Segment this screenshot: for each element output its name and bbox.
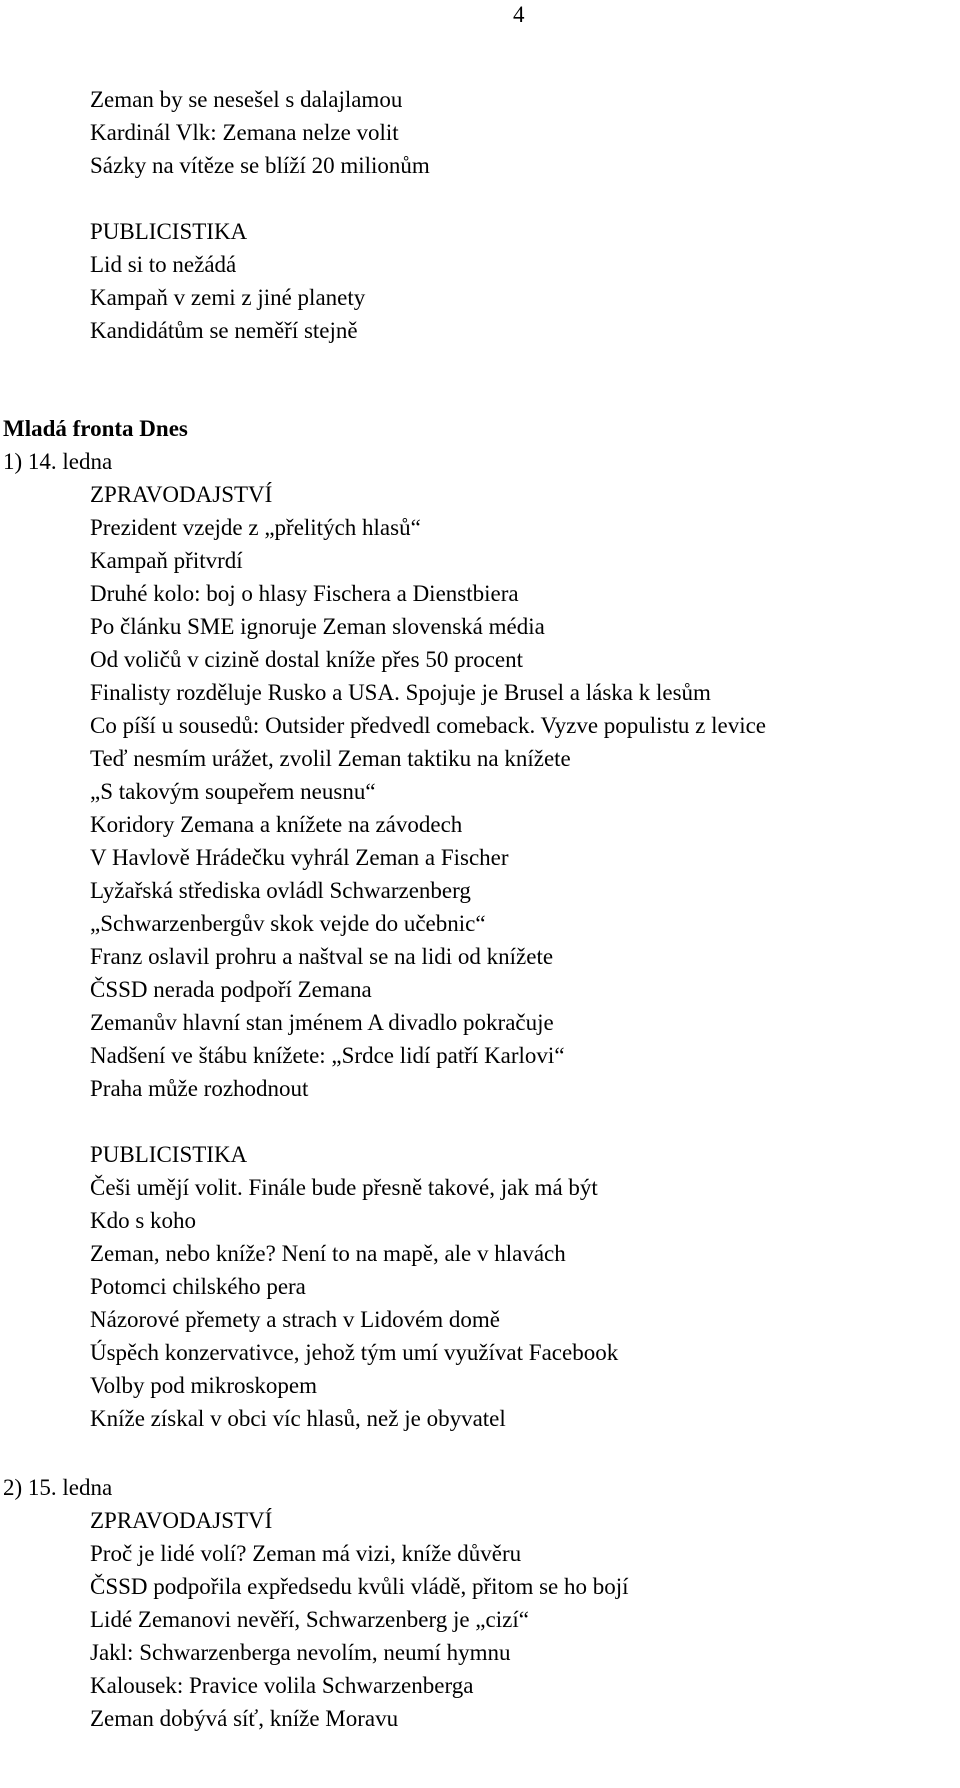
headline: Lidé Zemanovi nevěří, Schwarzenberg je „cizí“: [90, 1607, 529, 1632]
headline: Co píší u sousedů: Outsider předvedl comeback. Vyzve populistu z levice: [90, 713, 767, 738]
headline: Od voličů v cizině dostal kníže přes 50 procent: [90, 647, 524, 672]
headline: Kardinál Vlk: Zemana nelze volit: [90, 120, 399, 145]
headline: Lid si to nežádá: [90, 252, 237, 277]
headline: V Havlově Hrádečku vyhrál Zeman a Fischer: [90, 845, 509, 870]
headline: Zeman, nebo kníže? Není to na mapě, ale v hlavách: [90, 1241, 566, 1266]
headline: Zeman by se nesešel s dalajlamou: [90, 87, 403, 112]
headline: ČSSD nerada podpoří Zemana: [90, 977, 372, 1002]
headline: Kníže získal v obci víc hlasů, než je obyvatel: [90, 1406, 506, 1431]
headline: Kdo s koho: [90, 1208, 197, 1233]
headline: Zemanův hlavní stan jménem A divadlo pokračuje: [90, 1010, 554, 1035]
headline: „Schwarzenbergův skok vejde do učebnic“: [90, 911, 486, 936]
headline: Po článku SME ignoruje Zeman slovenská média: [90, 614, 545, 639]
headline: „S takovým soupeřem neusnu“: [90, 779, 376, 804]
headline: Kalousek: Pravice volila Schwarzenberga: [90, 1673, 474, 1698]
section-label-zpravodajstvi: ZPRAVODAJSTVÍ: [90, 1508, 273, 1533]
headline: Praha může rozhodnout: [90, 1076, 309, 1101]
headline: Kampaň přitvrdí: [90, 548, 243, 573]
headline: Kampaň v zemi z jiné planety: [90, 285, 366, 310]
headline: Volby pod mikroskopem: [90, 1373, 318, 1398]
headline: Druhé kolo: boj o hlasy Fischera a Dienstbiera: [90, 581, 519, 606]
issue-date: 1) 14. ledna: [3, 449, 113, 474]
section-label-publicistika: PUBLICISTIKA: [90, 219, 248, 244]
headline: Kandidátům se neměří stejně: [90, 318, 358, 343]
headline: Prezident vzejde z „přelitých hlasů“: [90, 515, 421, 540]
headline: Nadšení ve štábu knížete: „Srdce lidí patří Karlovi“: [90, 1043, 565, 1068]
headline: Jakl: Schwarzenberga nevolím, neumí hymnu: [90, 1640, 511, 1665]
headline: Zeman dobývá síť, kníže Moravu: [90, 1706, 399, 1731]
headline: ČSSD podpořila expředsedu kvůli vládě, přitom se ho bojí: [90, 1574, 629, 1599]
headline: Teď nesmím urážet, zvolil Zeman taktiku na knížete: [90, 746, 571, 771]
headline: Potomci chilského pera: [90, 1274, 306, 1299]
issue-date: 2) 15. ledna: [3, 1475, 113, 1500]
section-label-publicistika: PUBLICISTIKA: [90, 1142, 248, 1167]
headline: Franz oslavil prohru a naštval se na lidi od knížete: [90, 944, 554, 969]
headline: Názorové přemety a strach v Lidovém domě: [90, 1307, 501, 1332]
headline: Koridory Zemana a knížete na závodech: [90, 812, 463, 837]
headline: Češi umějí volit. Finále bude přesně takové, jak má být: [90, 1175, 598, 1200]
headline: Proč je lidé volí? Zeman má vizi, kníže důvěru: [90, 1541, 522, 1566]
page-number: 4: [513, 2, 525, 27]
section-label-zpravodajstvi: ZPRAVODAJSTVÍ: [90, 482, 273, 507]
headline: Úspěch konzervativce, jehož tým umí využívat Facebook: [90, 1340, 619, 1365]
source-title: Mladá fronta Dnes: [3, 416, 188, 441]
headline: Sázky na vítěze se blíží 20 milionům: [90, 153, 430, 178]
headline: Lyžařská střediska ovládl Schwarzenberg: [90, 878, 471, 903]
headline: Finalisty rozděluje Rusko a USA. Spojuje je Brusel a láska k lesům: [90, 680, 711, 705]
